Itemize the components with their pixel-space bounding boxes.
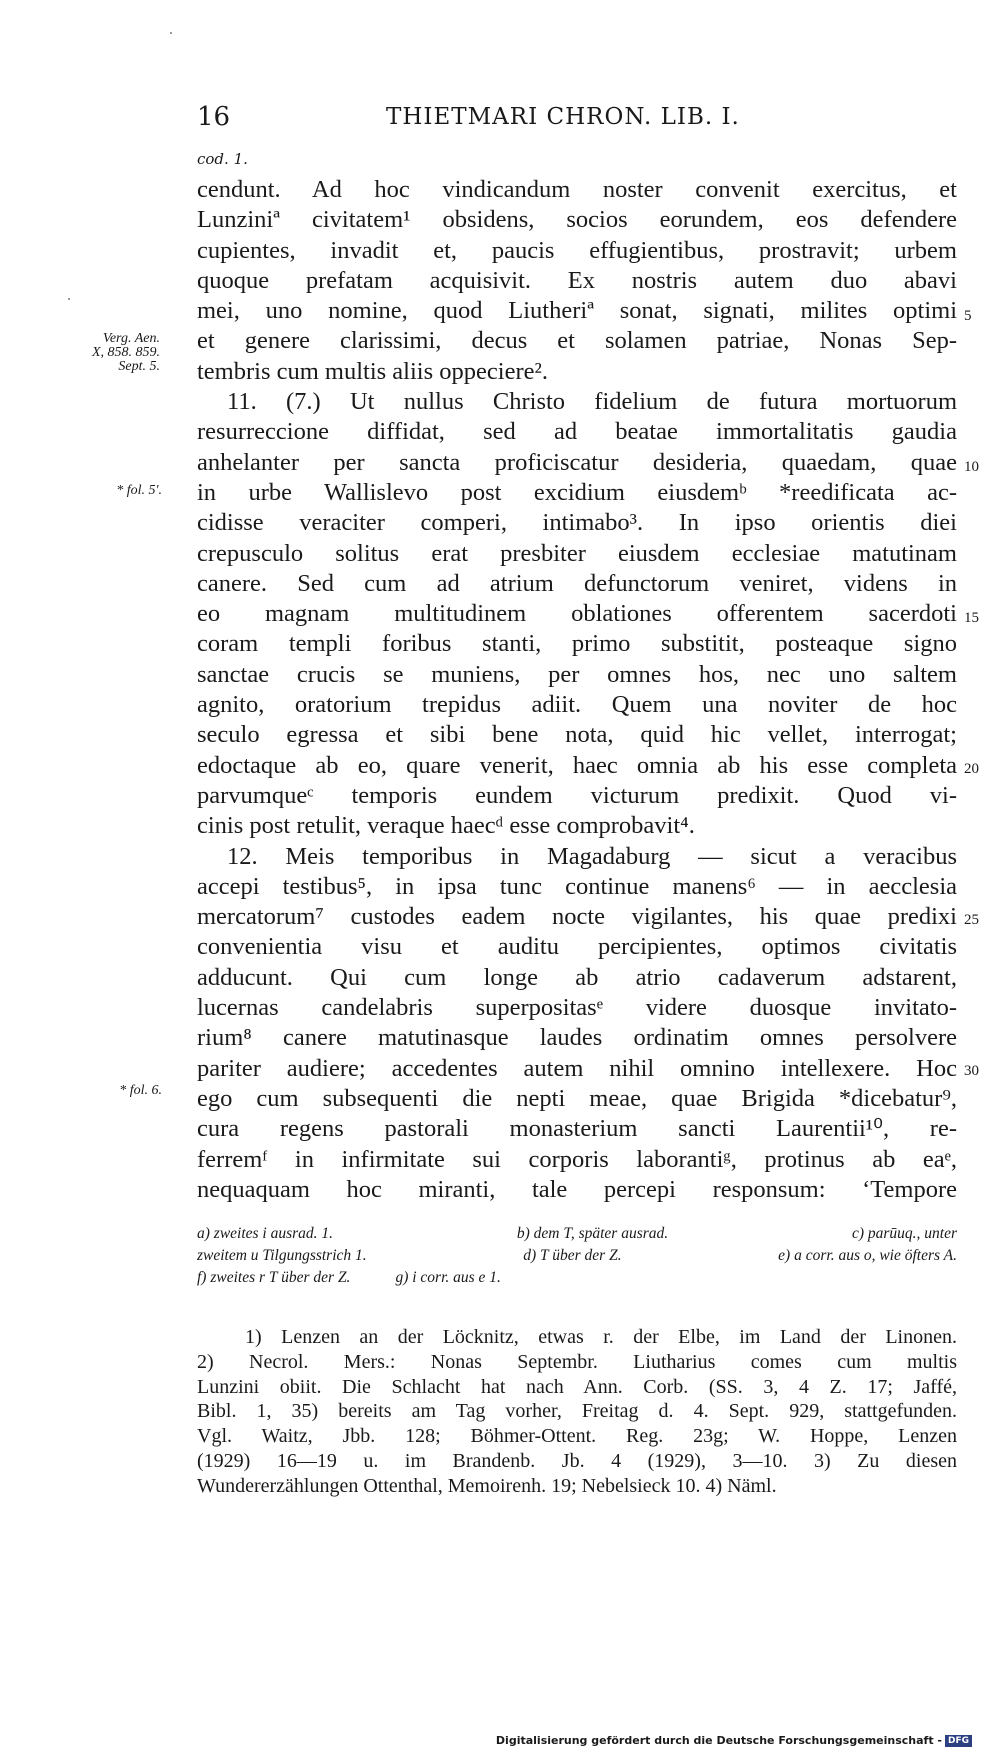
apparatus-note: b) dem T, später ausrad. xyxy=(516,1225,669,1242)
apparatus-row xyxy=(197,1245,957,1267)
text-line: seculo egressa et sibi bene nota, quid hic vellet, interrogat; xyxy=(197,721,957,749)
line-number: 15 xyxy=(964,610,979,626)
scan-speck xyxy=(68,298,70,300)
margin-note-vergil xyxy=(60,332,160,374)
text-line: in urbe Wallislevo post excidium eiusdemᵇ *reedificata ac- xyxy=(197,478,957,506)
footnotes xyxy=(197,1325,957,1499)
margin-note-line: Sept. 5. xyxy=(118,359,160,374)
text-line: ego cum subsequenti die nepti meae, quae Brigida *dicebatur⁹, xyxy=(197,1084,957,1112)
text-line: adducunt. Qui cum longe ab atrio cadaverum adstarent, xyxy=(197,963,957,991)
running-title: THIETMARI CHRON. LIB. I. xyxy=(386,104,740,130)
footnote-line: Wundererzählungen Ottenthal, Memoirenh. 19; Nebelsieck 10. 4) Näml. xyxy=(197,1474,777,1497)
text-line: convenientia visu et auditu percipientes, optimos civitatis xyxy=(197,933,957,961)
text-line: cendunt. Ad hoc vindicandum noster convenit exercitus, et xyxy=(197,176,957,203)
text-line: pariter audiere; accedentes autem nihil omnino intellexere. Hoc xyxy=(197,1054,957,1082)
line-number: 5 xyxy=(964,308,972,324)
page-number: 16 xyxy=(197,102,231,132)
apparatus-note: e) a corr. aus o, wie öfters A. xyxy=(778,1247,957,1264)
apparatus-note: zweitem u Tilgungsstrich 1. xyxy=(197,1247,367,1264)
line-number: 10 xyxy=(964,459,979,475)
text-line: lucernas candelabris superpositasᵉ videre duosque invitato- xyxy=(197,994,957,1022)
text-line: crepusculo solitus erat presbiter eiusdem ecclesiae matutinam xyxy=(197,539,957,567)
text-line: tembris cum multis aliis oppeciere². xyxy=(197,357,548,385)
text-line: mei, uno nomine, quod Liutheriª sonat, signati, milites optimi xyxy=(197,297,957,325)
text-line: resurreccione diffidat, sed ad beatae immortalitatis gaudia xyxy=(197,418,957,446)
text-line: quoque prefatam acquisivit. Ex nostris autem duo abavi xyxy=(197,266,957,294)
text-line: ferremᶠ in infirmitate sui corporis laborantiᵍ, protinus ab eaᵉ, xyxy=(197,1145,957,1173)
line-number: 30 xyxy=(964,1063,979,1079)
footnote-line: 2) Necrol. Mers.: Nonas Septembr. Liutharius comes cum multis xyxy=(197,1350,957,1373)
footnote-line: 1) Lenzen an der Löcknitz, etwas r. der Elbe, im Land der Linonen. xyxy=(245,1326,957,1348)
text-line: anhelanter per sancta proficiscatur desideria, quaedam, quae xyxy=(197,448,957,476)
apparatus-row xyxy=(197,1267,957,1289)
chapter-12-start: 12. Meis temporibus in Magadaburg — sicut a veracibus xyxy=(227,842,957,870)
apparatus-note: c) parūuq., unter xyxy=(851,1225,957,1242)
text-line: canere. Sed cum ad atrium defunctorum veniret, videns in xyxy=(197,569,957,597)
line-number: 25 xyxy=(964,912,979,928)
digitization-credit xyxy=(496,1734,972,1747)
footnote-line: Vgl. Waitz, Jbb. 128; Böhmer-Ottent. Reg. 23g; W. Hoppe, Lenzen xyxy=(197,1425,957,1448)
apparatus-note: a) zweites i ausrad. 1. xyxy=(197,1225,334,1242)
text-line: cupientes, invadit et, paucis effugientibus, prostravit; urbem xyxy=(197,236,957,264)
text-line: edoctaque ab eo, quare venerit, haec omnia ab his esse completa xyxy=(197,751,957,779)
text-line: accepi testibus⁵, in ipsa tunc continue manens⁶ — in aecclesia xyxy=(197,872,957,900)
footnote-line: Bibl. 1, 35) bereits am Tag vorher, Freitag d. 4. Sept. 929, stattgefunden. xyxy=(197,1400,957,1423)
text-line: parvumqueᶜ temporis eundem victurum predixit. Quod vi- xyxy=(197,781,957,809)
codex-reference: cod. 1. xyxy=(197,150,248,168)
apparatus-row xyxy=(197,1223,957,1245)
text-line: nequaquam hoc miranti, tale percepi responsum: ‘Tempore xyxy=(197,1175,957,1203)
credit-text: Digitalisierung gefördert durch die Deutsche Forschungsgemeinschaft - xyxy=(495,1734,942,1747)
chapter-11-start: 11. (7.) Ut nullus Christo fidelium de futura mortuorum xyxy=(227,388,957,416)
margin-note-folio-5: * fol. 5'. xyxy=(116,483,162,498)
text-line: rium⁸ canere matutinasque laudes ordinatim omnes persolvere xyxy=(197,1024,957,1052)
text-line: Lunziniª civitatem¹ obsidens, socios eorundem, eos defendere xyxy=(197,206,957,234)
footnote-line: (1929) 16—19 u. im Brandenb. Jb. 4 (1929), 3—10. 3) Zu diesen xyxy=(197,1449,957,1472)
text-line: eo magnam multitudinem oblationes offerentem sacerdoti xyxy=(197,600,957,628)
text-line: et genere clarissimi, decus et solamen patriae, Nonas Sep- xyxy=(197,327,957,355)
critical-apparatus xyxy=(197,1223,957,1289)
apparatus-note: g) i corr. aus e 1. xyxy=(395,1269,501,1286)
margin-note-folio-6: * fol. 6. xyxy=(119,1083,162,1098)
margin-note-line: X, 858. 859. xyxy=(91,345,160,360)
main-text xyxy=(197,175,957,1205)
apparatus-note: f) zweites r T über der Z. xyxy=(197,1269,351,1286)
text-line: cinis post retulit, veraque haecᵈ esse comprobavit⁴. xyxy=(197,812,695,840)
line-number: 20 xyxy=(964,761,979,777)
dfg-logo-icon: DFG xyxy=(945,1735,972,1747)
margin-note-line: Verg. Aen. xyxy=(102,331,160,346)
text-line: cura regens pastorali monasterium sancti Laurentii¹⁰, re- xyxy=(197,1115,957,1143)
apparatus-note: d) T über der Z. xyxy=(523,1247,622,1264)
text-line: sanctae crucis se muniens, per omnes hos, nec uno saltem xyxy=(197,660,957,688)
text-line: cidisse veraciter comperi, intimabo³. In ipso orientis diei xyxy=(197,509,957,537)
text-line: agnito, oratorium trepidus adiit. Quem una noviter de hoc xyxy=(197,691,957,719)
scan-speck xyxy=(170,32,172,34)
text-line: coram templi foribus stanti, primo substitit, posteaque signo xyxy=(197,630,957,658)
footnote-line: Lunzini obiit. Die Schlacht hat nach Ann. Corb. (SS. 3, 4 Z. 17; Jaffé, xyxy=(197,1375,957,1398)
text-line: mercatorum⁷ custodes eadem nocte vigilantes, his quae predixi xyxy=(197,903,957,931)
